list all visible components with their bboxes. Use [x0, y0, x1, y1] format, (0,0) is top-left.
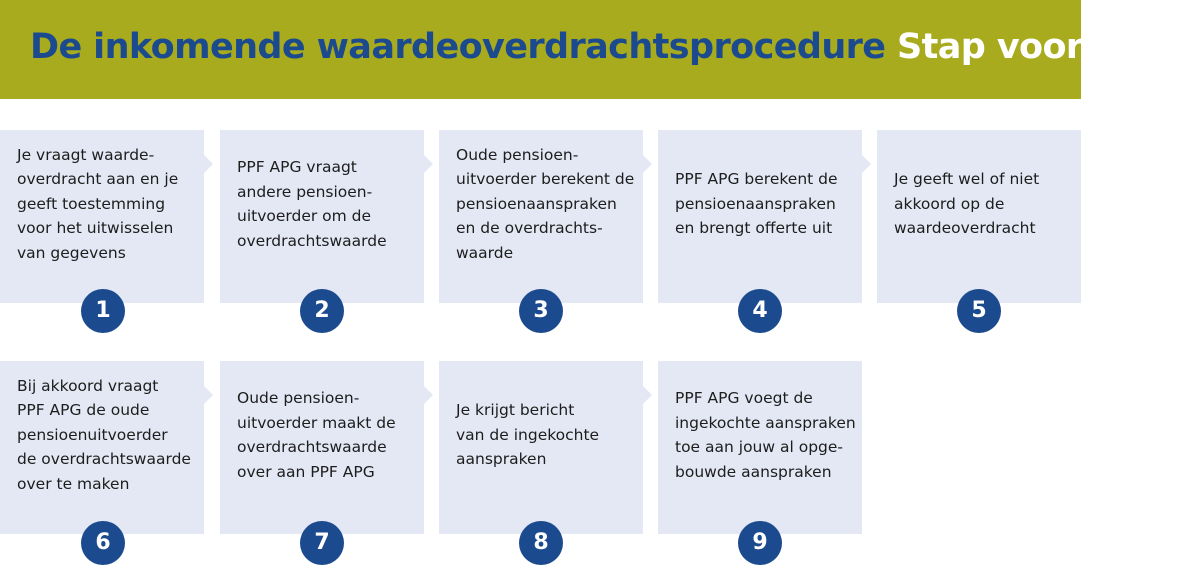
step-text-4: PPF APG berekent de pensioenaanspraken en brengt offerte uit: [675, 170, 838, 238]
step-text-5: Je geeft wel of niet akkoord op de waardeoverdracht: [894, 170, 1040, 238]
step-text-7: Oude pensioen- uitvoerder maakt de overdrachtswaarde over aan PPF APG: [237, 389, 396, 481]
step-box-5: [877, 130, 1081, 303]
title-main: De inkomende waardeoverdrachtsprocedure: [30, 27, 886, 67]
step-badge-3: 3: [519, 289, 563, 333]
step-arrow: [424, 155, 433, 173]
page-title: [30, 24, 1178, 70]
step-text-3: Oude pensioen- uitvoerder berekent de pensioenaanspraken en de overdrachts- waarde: [456, 145, 635, 262]
step-text-9: PPF APG voegt de ingekochte aanspraken toe aan jouw al opge- bouwde aanspraken: [675, 389, 856, 481]
step-badge-1: 1: [81, 289, 125, 333]
header-banner: [0, 0, 1178, 99]
step-text-6: Bij akkoord vraagt PPF APG de oude pensioenuitvoerder de overdrachtswaarde over te maken: [17, 376, 191, 493]
step-arrow: [424, 386, 433, 404]
step-box-9: [658, 361, 862, 534]
step-text-1: Je vraagt waarde- overdracht aan en je geeft toestemming voor het uitwisselen van gegevens: [17, 145, 179, 262]
step-box-6: [0, 361, 204, 534]
step-badge-7: 7: [300, 521, 344, 565]
step-box-4: [658, 130, 862, 303]
step-arrow: [643, 155, 652, 173]
step-text-2: PPF APG vraagt andere pensioen- uitvoerder om de overdrachtswaarde: [237, 158, 387, 250]
step-arrow: [643, 386, 652, 404]
step-box-8: [439, 361, 643, 534]
step-box-2: [220, 130, 424, 303]
step-badge-8: 8: [519, 521, 563, 565]
step-text-8: Je krijgt bericht van de ingekochte aanspraken: [456, 401, 600, 469]
step-box-3: [439, 130, 643, 303]
step-badge-5: 5: [957, 289, 1001, 333]
step-arrow: [204, 386, 213, 404]
step-arrow: [862, 155, 871, 173]
step-arrow: [204, 155, 213, 173]
step-badge-2: 2: [300, 289, 344, 333]
step-badge-9: 9: [738, 521, 782, 565]
step-badge-6: 6: [81, 521, 125, 565]
step-badge-4: 4: [738, 289, 782, 333]
step-box-1: [0, 130, 204, 303]
title-sub: Stap voor stap: [897, 27, 1178, 67]
step-box-7: [220, 361, 424, 534]
